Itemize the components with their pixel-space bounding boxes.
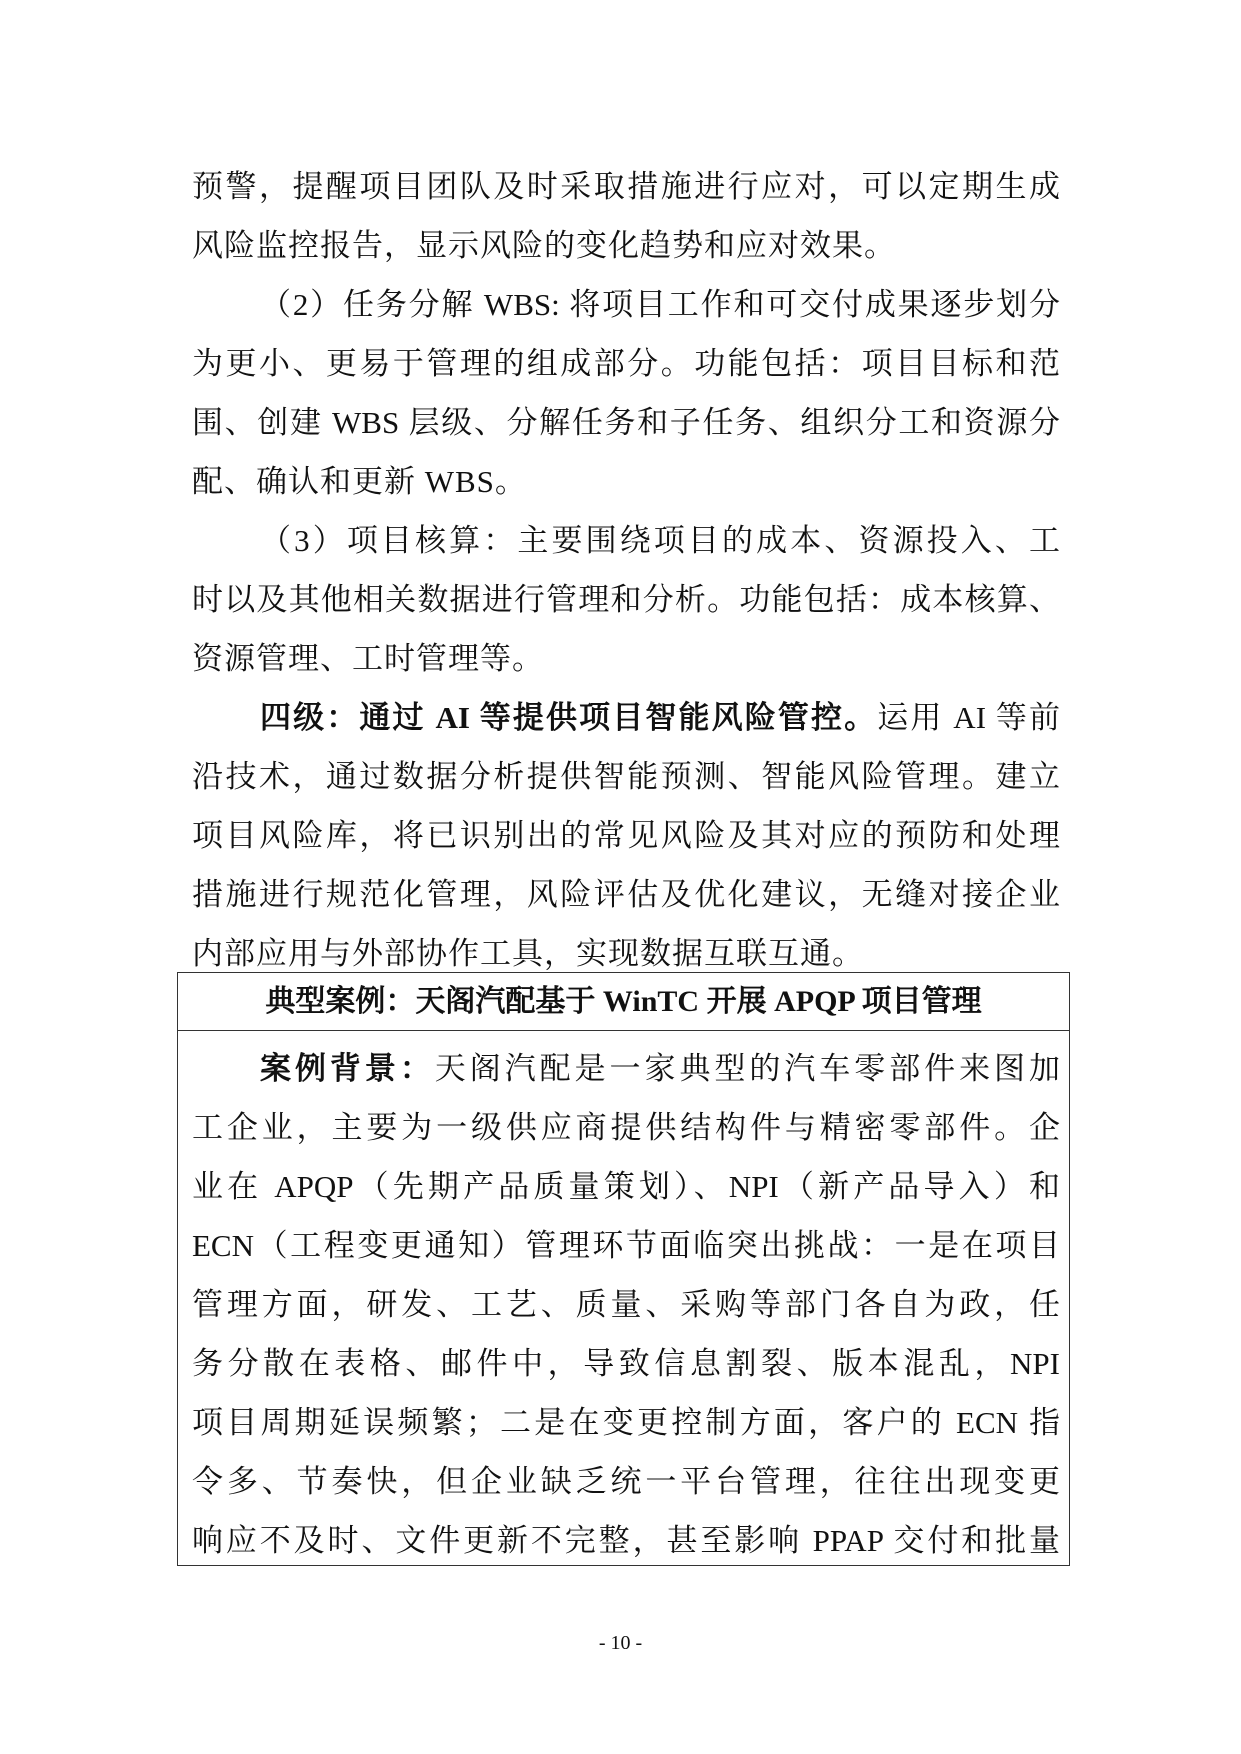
case-background-label: 案例背景：: [260, 1051, 435, 1086]
text-line: 风险监控报告，显示风险的变化趋势和应对效果。: [192, 228, 896, 263]
accounting-paragraph-line: （3）项目核算：主要围绕项目的成本、资源投入、工: [260, 523, 1060, 558]
text-line: 业在 APQP（先期产品质量策划）、NPI（新产品导入）和: [192, 1169, 1060, 1204]
text-line: 预警，提醒项目团队及时采取措施进行应对，可以定期生成: [192, 169, 1060, 204]
text-line: 资源管理、工时管理等。: [192, 641, 544, 676]
wbs-paragraph-line: （2）任务分解 WBS: 将项目工作和可交付成果逐步划分: [260, 287, 1060, 322]
text-line: 为更小、更易于管理的组成部分。功能包括：项目目标和范: [192, 346, 1060, 381]
case-study-title: 典型案例：天阁汽配基于 WinTC 开展 APQP 项目管理: [178, 973, 1069, 1031]
text-line: 令多、节奏快，但企业缺乏统一平台管理，往往出现变更: [192, 1464, 1060, 1499]
text-span: 运用 AI 等前: [877, 700, 1061, 735]
text-line: 配、确认和更新 WBS。: [192, 464, 527, 499]
text-line: ECN（工程变更通知）管理环节面临突出挑战：一是在项目: [192, 1228, 1060, 1263]
text-line: 务分散在表格、邮件中，导致信息割裂、版本混乱，NPI: [192, 1346, 1060, 1381]
text-line: 围、创建 WBS 层级、分解任务和子任务、组织分工和资源分: [192, 405, 1060, 440]
level4-heading: 四级：通过 AI 等提供项目智能风险管控。: [260, 700, 878, 735]
text-line: 工企业，主要为一级供应商提供结构件与精密零部件。企: [192, 1110, 1060, 1145]
page-number: - 10 -: [598, 1632, 643, 1654]
level4-paragraph-line: [260, 688, 1060, 747]
case-paragraph-line: [260, 1039, 1060, 1098]
text-line: 时以及其他相关数据进行管理和分析。功能包括：成本核算、: [192, 582, 1060, 617]
text-line: 措施进行规范化管理，风险评估及优化建议，无缝对接企业: [192, 877, 1060, 912]
text-line: 项目周期延误频繁；二是在变更控制方面，客户的 ECN 指: [192, 1405, 1060, 1440]
text-line: 管理方面，研发、工艺、质量、采购等部门各自为政，任: [192, 1287, 1060, 1322]
text-line: 沿技术，通过数据分析提供智能预测、智能风险管理。建立: [192, 759, 1060, 794]
text-line: 内部应用与外部协作工具，实现数据互联互通。: [192, 936, 864, 971]
text-line: 响应不及时、文件更新不完整，甚至影响 PPAP 交付和批量: [192, 1523, 1060, 1558]
text-line: 项目风险库，将已识别出的常见风险及其对应的预防和处理: [192, 818, 1060, 853]
text-span: 天阁汽配是一家典型的汽车零部件来图加: [434, 1051, 1061, 1086]
